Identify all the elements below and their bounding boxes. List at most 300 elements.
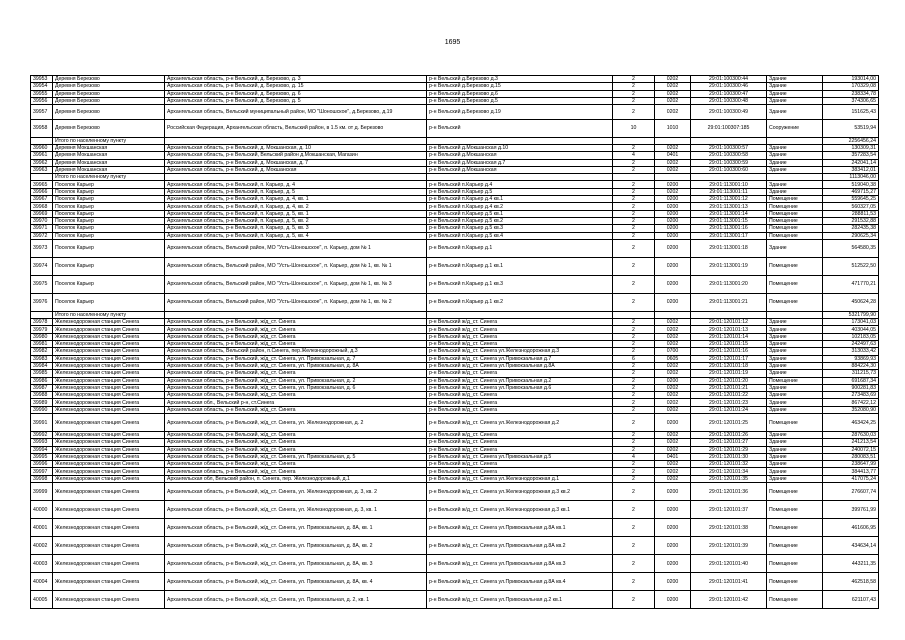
settlement-name-cell: Деревня Мокшанская (53, 159, 165, 166)
cadastral-number-cell: 29:01:120101:42 (691, 591, 767, 609)
cadastral-number-cell: 29:01:100300:59 (691, 159, 767, 166)
address-cell: Архангельская область, р-н Вельский, ж/д_ст. Синега, ул. Привокзальная, д. 8А, кв. 3 (165, 555, 427, 573)
row-number-cell: 39960 (31, 144, 53, 151)
address-cell: Архангельская область, р-н Вельский, п. Карьер, д. 5, кв. 4 (165, 232, 427, 239)
address-cell: Архангельская область, р-н Вельский, ж/д_ст. Синега, ул. Привокзальная, д. 8А (165, 362, 427, 369)
object-type-cell: Здание (767, 97, 823, 104)
row-number-cell: 39981 (31, 341, 53, 348)
row-number-cell: 39970 (31, 217, 53, 224)
settlement-name-cell: Железнодорожная станция Синега (53, 333, 165, 340)
settlement-name-cell: Железнодорожная станция Синега (53, 537, 165, 555)
address-cell: Архангельская область, р-н Вельский, ж/д_ст. Синега (165, 326, 427, 333)
table-row (31, 399, 879, 406)
settlement-name-cell: Поселок Карьер (53, 188, 165, 195)
cadastral-value-cell: 288811,53 (823, 210, 879, 217)
object-type-cell: Здание (767, 83, 823, 90)
cadastral-number-cell: 29:01:100300:49 (691, 105, 767, 120)
address-cell: Архангельская область, р-н Вельский, ж/д_ст. Синега (165, 432, 427, 439)
cadastral-value-cell: 691687,34 (823, 377, 879, 384)
table-row (31, 196, 879, 203)
settlement-name-cell: Железнодорожная станция Синега (53, 461, 165, 468)
table-row (31, 275, 879, 293)
group-code-cell: 4 (613, 453, 655, 460)
settlement-name-cell: Железнодорожная станция Синега (53, 432, 165, 439)
group-code-cell: 2 (613, 210, 655, 217)
table-row (31, 446, 879, 453)
object-type-cell: Здание (767, 159, 823, 166)
short-address-cell: р-н Вельский ж/д_ст. Синега ул.Привокзальная д.7 (427, 355, 613, 362)
group-code-cell: 2 (613, 319, 655, 326)
short-address-cell: р-н Вельский п.Карьер д.5 кв.2 (427, 217, 613, 224)
object-type-cell: Помещение (767, 293, 823, 311)
short-address-cell: р-н Вельский ж/д_ст. Синега ул.Привокзальная д.5 (427, 453, 613, 460)
short-address-cell: р-н Вельский ж/д_ст. Синега ул.Привокзальная д.6 (427, 384, 613, 391)
row-number-cell: 39967 (31, 196, 53, 203)
class-code-cell: 0200 (655, 501, 691, 519)
row-number-cell (31, 174, 53, 181)
cadastral-number-cell: 29:01:120101:30 (691, 453, 767, 460)
address-cell: Архангельская область, р-н Вельский, ж/д_ст. Синега (165, 392, 427, 399)
table-row (31, 333, 879, 340)
short-address-cell: р-н Вельский п.Карьер д.1 (427, 239, 613, 257)
class-code-cell: 0202 (655, 90, 691, 97)
row-number-cell: 39954 (31, 83, 53, 90)
short-address-cell: р-н Вельский ж/д_ст. Синега ул.Привокзальная д.8А кв.3 (427, 555, 613, 573)
group-code-cell (613, 174, 655, 181)
table-row (31, 152, 879, 159)
short-address-cell: р-н Вельский ж/д_ст. Синега ул.Железнодорожная д.3 (427, 348, 613, 355)
cadastral-value-cell: 471770,21 (823, 275, 879, 293)
cadastral-number-cell: 29:01:113001:18 (691, 239, 767, 257)
table-row (31, 144, 879, 151)
object-type-cell: Здание (767, 362, 823, 369)
cadastral-number-cell: 29:01:120101:13 (691, 326, 767, 333)
settlement-name-cell: Железнодорожная станция Синега (53, 591, 165, 609)
settlement-name-cell: Деревня Березово (53, 90, 165, 97)
cadastral-registry-table (30, 75, 879, 609)
short-address-cell: р-н Вельский ж/д_ст. Синега (427, 468, 613, 475)
cadastral-value-cell: 242041,14 (823, 159, 879, 166)
address-cell: Архангельская область, р-н Вельский, п. Карьер, д. 4 (165, 181, 427, 188)
class-code-cell: 0202 (655, 384, 691, 391)
short-address-cell: р-н Вельский ж/д_ст. Синега (427, 439, 613, 446)
table-row (31, 362, 879, 369)
cadastral-number-cell: 29:01:120101:19 (691, 370, 767, 377)
table-body (31, 76, 879, 609)
cadastral-number-cell: 29:01:120101:27 (691, 439, 767, 446)
group-code-cell: 2 (613, 591, 655, 609)
object-type-cell: Помещение (767, 483, 823, 501)
settlement-name-cell: Железнодорожная станция Синега (53, 377, 165, 384)
row-number-cell: 39974 (31, 257, 53, 275)
cadastral-number-cell: 29:01:120101:14 (691, 333, 767, 340)
short-address-cell (427, 311, 613, 318)
short-address-cell (427, 137, 613, 144)
short-address-cell: р-н Вельский ж/д_ст. Синега (427, 341, 613, 348)
address-cell: Архангельская обл, Вельский район, п. Синега, пер. Железнодорожный, д.1 (165, 475, 427, 482)
row-number-cell: 39975 (31, 275, 53, 293)
cadastral-number-cell (691, 137, 767, 144)
settlement-name-cell: Поселок Карьер (53, 210, 165, 217)
table-row (31, 439, 879, 446)
settlement-name-cell: Поселок Карьер (53, 257, 165, 275)
settlement-name-cell: Поселок Карьер (53, 196, 165, 203)
cadastral-value-cell: 240072,15 (823, 446, 879, 453)
table-row (31, 392, 879, 399)
object-type-cell: Помещение (767, 573, 823, 591)
class-code-cell: 0200 (655, 275, 691, 293)
cadastral-value-cell: 287630,03 (823, 432, 879, 439)
table-row (31, 573, 879, 591)
short-address-cell (427, 174, 613, 181)
settlement-name-cell: Итого по населенному пункту (53, 311, 165, 318)
row-number-cell: 39980 (31, 333, 53, 340)
object-type-cell: Здание (767, 181, 823, 188)
cadastral-value-cell: 403044,05 (823, 326, 879, 333)
row-number-cell: 39972 (31, 232, 53, 239)
table-row (31, 468, 879, 475)
short-address-cell: р-н Вельский п.Карьер д.4 (427, 181, 613, 188)
settlement-name-cell: Железнодорожная станция Синега (53, 326, 165, 333)
address-cell: Архангельская область, Вельский район, МО "Усть-Шоношское", п. Карьер, дом № 1 (165, 239, 427, 257)
group-code-cell: 2 (613, 537, 655, 555)
address-cell: Архангельская область, р-н Вельский, ж/д_ст. Синега (165, 446, 427, 453)
subtotal-row (31, 137, 879, 144)
class-code-cell (655, 311, 691, 318)
row-number-cell: 39994 (31, 446, 53, 453)
class-code-cell: 0202 (655, 439, 691, 446)
class-code-cell: 0202 (655, 399, 691, 406)
object-type-cell: Здание (767, 348, 823, 355)
table-row (31, 341, 879, 348)
cadastral-number-cell: 29:01:120101:12 (691, 319, 767, 326)
group-code-cell: 2 (613, 166, 655, 173)
group-code-cell: 2 (613, 362, 655, 369)
short-address-cell: р-н Вельский д.Мокшанская д.10 (427, 144, 613, 151)
cadastral-value-cell: 383412,01 (823, 166, 879, 173)
short-address-cell: р-н Вельский п.Карьер д.4 кв.1 (427, 196, 613, 203)
cadastral-value-cell: 559645,25 (823, 196, 879, 203)
class-code-cell: 0200 (655, 210, 691, 217)
object-type-cell: Помещение (767, 210, 823, 217)
address-cell: Российская Федерация, Архангельская область, Вельский район, в 1.5 км. от д. Березово (165, 119, 427, 137)
settlement-name-cell: Железнодорожная станция Синега (53, 483, 165, 501)
short-address-cell: р-н Вельский ж/д_ст. Синега (427, 333, 613, 340)
table-row (31, 519, 879, 537)
cadastral-value-cell: 238647,99 (823, 461, 879, 468)
object-type-cell: Сооружение (767, 119, 823, 137)
cadastral-number-cell: 29:01:120101:41 (691, 573, 767, 591)
class-code-cell: 0202 (655, 468, 691, 475)
group-code-cell: 2 (613, 399, 655, 406)
group-code-cell: 2 (613, 384, 655, 391)
object-type-cell (767, 311, 823, 318)
cadastral-value-cell: 241213,54 (823, 439, 879, 446)
class-code-cell: 0202 (655, 166, 691, 173)
address-cell: Архангельская область, р-н Вельский, ж/д_ст. Синега, ул. Железнодорожная, д. 2 (165, 414, 427, 432)
short-address-cell: р-н Вельский д.Березово д.5 (427, 97, 613, 104)
group-code-cell: 10 (613, 119, 655, 137)
address-cell: Архангельская область, р-н Вельский, ж/д_ст. Синега (165, 370, 427, 377)
table-row (31, 83, 879, 90)
class-code-cell: 1010 (655, 119, 691, 137)
short-address-cell: р-н Вельский д.Мокшанская (427, 166, 613, 173)
object-type-cell: Помещение (767, 232, 823, 239)
table-row (31, 210, 879, 217)
table-row (31, 414, 879, 432)
object-type-cell: Помещение (767, 203, 823, 210)
short-address-cell: р-н Вельский (427, 119, 613, 137)
settlement-name-cell: Железнодорожная станция Синега (53, 475, 165, 482)
settlement-name-cell: Железнодорожная станция Синега (53, 362, 165, 369)
address-cell: Архангельская область, р-н Вельский, ж/д_ст. Синега (165, 333, 427, 340)
class-code-cell: 0200 (655, 196, 691, 203)
table-row (31, 181, 879, 188)
class-code-cell: 0200 (655, 573, 691, 591)
settlement-name-cell: Железнодорожная станция Синега (53, 414, 165, 432)
cadastral-number-cell: 29:01:113001:19 (691, 257, 767, 275)
address-cell: Архангельская область, р-н Вельский, п. Карьер, д. 5, кв. 3 (165, 225, 427, 232)
cadastral-value-cell: 519040,38 (823, 181, 879, 188)
class-code-cell: 0202 (655, 461, 691, 468)
cadastral-number-cell: 29:01:100300:57 (691, 144, 767, 151)
cadastral-value-cell: 311215,73 (823, 370, 879, 377)
object-type-cell: Здание (767, 399, 823, 406)
address-cell: Архангельская область, Вельский район, МО "Усть-Шоношское", п. Карьер, дом № 1, кв. № 2 (165, 293, 427, 311)
group-code-cell: 2 (613, 90, 655, 97)
address-cell: Архангельская область, Вельский район, п.Синега, пер.Железнодорожный, д.3 (165, 348, 427, 355)
short-address-cell: р-н Вельский ж/д_ст. Синега ул.Привокзальная д.8А кв.1 (427, 519, 613, 537)
cadastral-value-cell: 564580,35 (823, 239, 879, 257)
cadastral-value-cell: 193014,00 (823, 76, 879, 83)
table-row (31, 217, 879, 224)
cadastral-value-cell: 5321799,90 (823, 311, 879, 318)
cadastral-value-cell: 102183,05 (823, 333, 879, 340)
cadastral-value-cell: 463424,25 (823, 414, 879, 432)
address-cell: Архангельская область, р-н Вельский, ж/д_ст. Синега, ул. Привокзальная, д. 7 (165, 355, 427, 362)
short-address-cell: р-н Вельский ж/д_ст. Синега ул.Привокзальная д.2 (427, 377, 613, 384)
class-code-cell: 0202 (655, 319, 691, 326)
group-code-cell: 2 (613, 392, 655, 399)
short-address-cell: р-н Вельский ж/д_ст. Синега (427, 319, 613, 326)
short-address-cell: р-н Вельский п.Карьер д.1 кв.2 (427, 293, 613, 311)
address-cell (165, 174, 427, 181)
group-code-cell: 2 (613, 217, 655, 224)
address-cell: Архангельская область, р-н Вельский, д. Березово, д. 6 (165, 90, 427, 97)
short-address-cell: р-н Вельский п.Карьер д.1 кв.1 (427, 257, 613, 275)
short-address-cell: р-н Вельский п.Карьер д.4 кв.2 (427, 203, 613, 210)
settlement-name-cell: Железнодорожная станция Синега (53, 384, 165, 391)
group-code-cell: 2 (613, 76, 655, 83)
group-code-cell: 6 (613, 355, 655, 362)
address-cell: Архангельская область, р-н Вельский, Вельский район д.Мокшанская, Магазин (165, 152, 427, 159)
row-number-cell: 39973 (31, 239, 53, 257)
cadastral-value-cell: 130309,31 (823, 144, 879, 151)
subtotal-row (31, 174, 879, 181)
short-address-cell: р-н Вельский п.Карьер д.5 кв.4 (427, 232, 613, 239)
group-code-cell: 2 (613, 203, 655, 210)
class-code-cell: 0202 (655, 105, 691, 120)
row-number-cell: 39953 (31, 76, 53, 83)
row-number-cell: 40005 (31, 591, 53, 609)
address-cell: Архангельская область, Вельский муниципальный район, МО "Шоношское", д.Березово, д.19 (165, 105, 427, 120)
object-type-cell: Здание (767, 144, 823, 151)
cadastral-number-cell: 29:01:113001:15 (691, 217, 767, 224)
object-type-cell (767, 174, 823, 181)
row-number-cell: 39990 (31, 406, 53, 413)
object-type-cell: Помещение (767, 591, 823, 609)
class-code-cell: 0202 (655, 188, 691, 195)
group-code-cell: 2 (613, 439, 655, 446)
object-type-cell: Помещение (767, 196, 823, 203)
class-code-cell: 0605 (655, 355, 691, 362)
cadastral-value-cell: 461606,95 (823, 519, 879, 537)
class-code-cell: 0200 (655, 555, 691, 573)
cadastral-value-cell: 151625,43 (823, 105, 879, 120)
table-row (31, 203, 879, 210)
settlement-name-cell: Железнодорожная станция Синега (53, 319, 165, 326)
class-code-cell: 0200 (655, 591, 691, 609)
address-cell: Архангельская область, Вельский район, МО "Усть-Шоношское", п. Карьер, дом № 1, кв. № 3 (165, 275, 427, 293)
row-number-cell: 39971 (31, 225, 53, 232)
short-address-cell: р-н Вельский п.Карьер д.5 (427, 188, 613, 195)
class-code-cell: 0202 (655, 341, 691, 348)
table-row (31, 461, 879, 468)
class-code-cell: 0202 (655, 76, 691, 83)
row-number-cell: 39982 (31, 348, 53, 355)
object-type-cell: Помещение (767, 217, 823, 224)
short-address-cell: р-н Вельский ж/д_ст. Синега ул.Привокзальная д.8А кв.2 (427, 537, 613, 555)
group-code-cell: 2 (613, 483, 655, 501)
row-number-cell: 39987 (31, 384, 53, 391)
address-cell: Архангельская область, р-н Вельский, ж/д_ст. Синега, ул. Железнодорожная, д. 3, кв. 1 (165, 501, 427, 519)
cadastral-value-cell: 53519,94 (823, 119, 879, 137)
group-code-cell: 2 (613, 293, 655, 311)
cadastral-value-cell: 290625,34 (823, 232, 879, 239)
group-code-cell: 2 (613, 159, 655, 166)
class-code-cell: 0200 (655, 181, 691, 188)
row-number-cell: 39995 (31, 453, 53, 460)
cadastral-number-cell (691, 174, 767, 181)
settlement-name-cell: Железнодорожная станция Синега (53, 555, 165, 573)
group-code-cell: 2 (613, 555, 655, 573)
cadastral-value-cell: 173041,03 (823, 319, 879, 326)
cadastral-value-cell: 282435,38 (823, 225, 879, 232)
group-code-cell: 2 (613, 105, 655, 120)
group-code-cell: 4 (613, 152, 655, 159)
settlement-name-cell: Деревня Мокшанская (53, 166, 165, 173)
row-number-cell: 39963 (31, 166, 53, 173)
class-code-cell: 0200 (655, 377, 691, 384)
cadastral-value-cell: 469715,27 (823, 188, 879, 195)
group-code-cell: 2 (613, 239, 655, 257)
row-number-cell: 39996 (31, 461, 53, 468)
settlement-name-cell: Деревня Березово (53, 76, 165, 83)
row-number-cell: 40000 (31, 501, 53, 519)
address-cell (165, 311, 427, 318)
cadastral-number-cell: 29:01:113001:11 (691, 188, 767, 195)
short-address-cell: р-н Вельский д.Мокшанская д.7 (427, 159, 613, 166)
class-code-cell: 0202 (655, 83, 691, 90)
row-number-cell (31, 311, 53, 318)
class-code-cell: 0200 (655, 217, 691, 224)
group-code-cell: 2 (613, 83, 655, 90)
settlement-name-cell: Железнодорожная станция Синега (53, 370, 165, 377)
cadastral-value-cell: 867422,12 (823, 399, 879, 406)
row-number-cell: 39991 (31, 414, 53, 432)
group-code-cell: 2 (613, 519, 655, 537)
address-cell: Архангельская область, р-н Вельский, д. Мокшанская (165, 166, 427, 173)
short-address-cell: р-н Вельский ж/д_ст. Синега (427, 326, 613, 333)
cadastral-value-cell: 273483,69 (823, 392, 879, 399)
group-code-cell: 2 (613, 341, 655, 348)
cadastral-number-cell: 29:01:120101:15 (691, 341, 767, 348)
cadastral-value-cell: 384413,77 (823, 468, 879, 475)
object-type-cell: Здание (767, 406, 823, 413)
short-address-cell: р-н Вельский ж/д_ст. Синега ул.Железнодорожная д.3 кв.1 (427, 501, 613, 519)
table-row (31, 501, 879, 519)
table-row (31, 384, 879, 391)
group-code-cell (613, 137, 655, 144)
cadastral-number-cell: 29:01:120101:18 (691, 362, 767, 369)
table-row (31, 326, 879, 333)
settlement-name-cell: Поселок Карьер (53, 203, 165, 210)
class-code-cell: 0200 (655, 293, 691, 311)
table-row (31, 591, 879, 609)
group-code-cell: 2 (613, 377, 655, 384)
table-row (31, 90, 879, 97)
cadastral-value-cell: 280083,51 (823, 453, 879, 460)
class-code-cell: 0401 (655, 152, 691, 159)
settlement-name-cell: Железнодорожная станция Синега (53, 439, 165, 446)
table-row (31, 105, 879, 120)
short-address-cell: р-н Вельский ж/д_ст. Синега (427, 392, 613, 399)
address-cell: Архангельская область, р-н Вельский, ж/д_ст. Синега, ул. Привокзальная, д. 5 (165, 453, 427, 460)
settlement-name-cell: Железнодорожная станция Синега (53, 519, 165, 537)
row-number-cell: 39969 (31, 210, 53, 217)
class-code-cell (655, 174, 691, 181)
cadastral-value-cell: 621107,43 (823, 591, 879, 609)
class-code-cell: 0202 (655, 475, 691, 482)
cadastral-number-cell: 29:01:120101:32 (691, 461, 767, 468)
cadastral-number-cell: 29:01:113001:14 (691, 210, 767, 217)
class-code-cell: 0200 (655, 483, 691, 501)
class-code-cell: 0202 (655, 392, 691, 399)
cadastral-value-cell: 512522,50 (823, 257, 879, 275)
object-type-cell: Здание (767, 370, 823, 377)
group-code-cell: 2 (613, 188, 655, 195)
table-row (31, 225, 879, 232)
row-number-cell: 39966 (31, 188, 53, 195)
group-code-cell: 2 (613, 475, 655, 482)
cadastral-number-cell: 29:01:120101:35 (691, 475, 767, 482)
address-cell: Архангельская область, р-н Вельский, п. Карьер, д. 5, кв. 2 (165, 217, 427, 224)
settlement-name-cell: Железнодорожная станция Синега (53, 341, 165, 348)
table-row (31, 432, 879, 439)
table-row (31, 257, 879, 275)
object-type-cell: Здание (767, 453, 823, 460)
address-cell: Архангельская область, р-н Вельский, д. Березово, д. 15 (165, 83, 427, 90)
table-row (31, 293, 879, 311)
address-cell: Архангельская область, р-н Вельский, д. Березово, д. 3 (165, 76, 427, 83)
cadastral-value-cell: 399761,99 (823, 501, 879, 519)
settlement-name-cell: Железнодорожная станция Синега (53, 348, 165, 355)
object-type-cell: Здание (767, 239, 823, 257)
group-code-cell: 2 (613, 275, 655, 293)
settlement-name-cell: Поселок Карьер (53, 181, 165, 188)
object-type-cell: Здание (767, 468, 823, 475)
group-code-cell: 2 (613, 333, 655, 340)
